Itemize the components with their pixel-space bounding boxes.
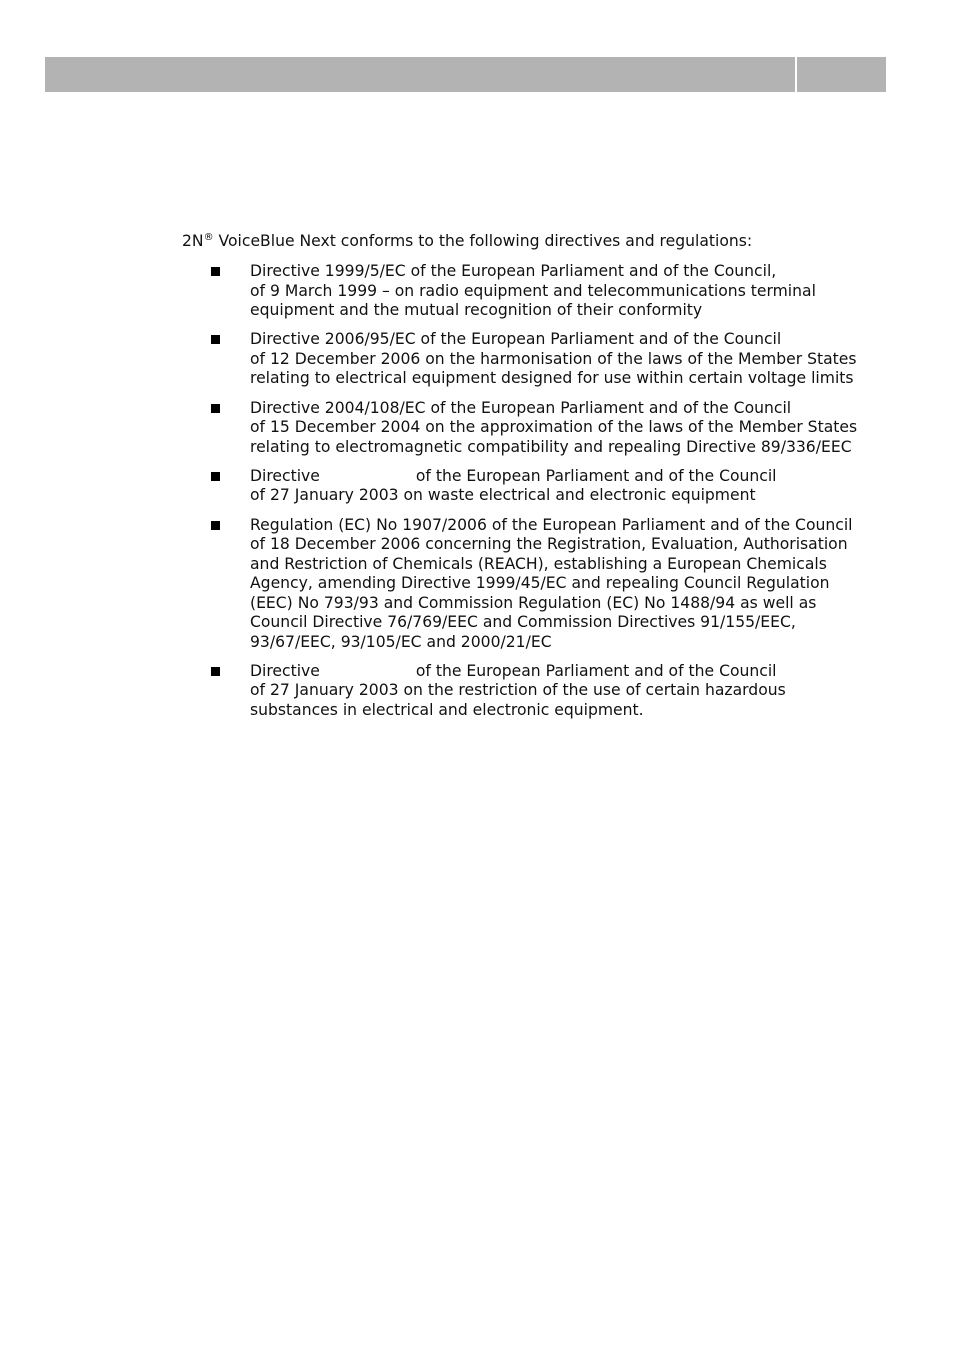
directive-list <box>210 262 857 730</box>
bullet-square-icon <box>211 267 220 276</box>
directive-line: (EEC) No 793/93 and Commission Regulation (EC) No 1488/94 as well as <box>250 593 817 612</box>
bullet-square-icon <box>211 521 220 530</box>
directive-issuer: of the European Parliament and of the Council <box>415 466 777 485</box>
bullet-square-icon <box>211 472 220 481</box>
directive-line: of 15 December 2004 on the approximation of the laws of the Member States <box>250 418 858 437</box>
intro-paragraph <box>182 232 752 252</box>
directive-item <box>210 467 857 506</box>
directive-line: equipment and the mutual recognition of their conformity <box>250 301 703 319</box>
directive-line: Directive 1999/5/EC of the European Parliament and of the Council, <box>250 262 777 280</box>
directive-item <box>210 330 857 389</box>
directive-item <box>210 399 857 458</box>
directive-line: Agency, amending Directive 1999/45/EC and repealing Council Regulation <box>250 574 830 593</box>
directive-line: Regulation (EC) No 1907/2006 of the European Parliament and of the Council <box>250 515 853 534</box>
registered-mark: ® <box>203 232 214 243</box>
directive-line: Council Directive 76/769/EEC and Commission Directives 91/155/EEC, <box>250 613 796 632</box>
directive-line: of 27 January 2003 on waste electrical and electronic equipment <box>250 486 756 505</box>
directive-first-line <box>250 662 857 682</box>
directive-line: of 18 December 2006 concerning the Registration, Evaluation, Authorisation <box>250 535 848 554</box>
directive-line: of 9 March 1999 – on radio equipment and telecommunications terminal <box>250 281 816 300</box>
brand-name: 2N <box>182 232 204 250</box>
header-page-box <box>797 57 886 92</box>
directive-line: 93/67/EEC, 93/105/EC and 2000/21/EC <box>250 632 552 651</box>
directive-line: relating to electromagnetic compatibility and repealing Directive 89/336/EEC <box>250 437 852 456</box>
directive-line: Directive 2004/108/EC of the European Parliament and of the Council <box>250 398 792 417</box>
bullet-square-icon <box>211 667 220 676</box>
directive-first-line <box>250 467 857 487</box>
intro-text: VoiceBlue Next conforms to the following directives and regulations: <box>213 232 753 250</box>
directive-line: relating to electrical equipment designed for use within certain voltage limits <box>250 369 854 388</box>
directive-line: and Restriction of Chemicals (REACH), establishing a European Chemicals <box>250 554 827 573</box>
directive-item <box>210 662 857 721</box>
directive-item <box>210 262 857 321</box>
header-bar <box>45 57 795 92</box>
directive-issuer: of the European Parliament and of the Council <box>415 661 777 680</box>
bullet-square-icon <box>211 404 220 413</box>
directive-line: of 12 December 2006 on the harmonisation of the laws of the Member States <box>250 349 857 368</box>
directive-item <box>210 516 857 653</box>
directive-line: Directive 2006/95/EC of the European Parliament and of the Council <box>250 330 782 349</box>
directive-line: substances in electrical and electronic equipment. <box>250 700 644 719</box>
bullet-square-icon <box>211 335 220 344</box>
directive-line: of 27 January 2003 on the restriction of the use of certain hazardous <box>250 681 786 700</box>
directive-word: Directive <box>250 466 320 485</box>
directive-word: Directive <box>250 661 320 680</box>
